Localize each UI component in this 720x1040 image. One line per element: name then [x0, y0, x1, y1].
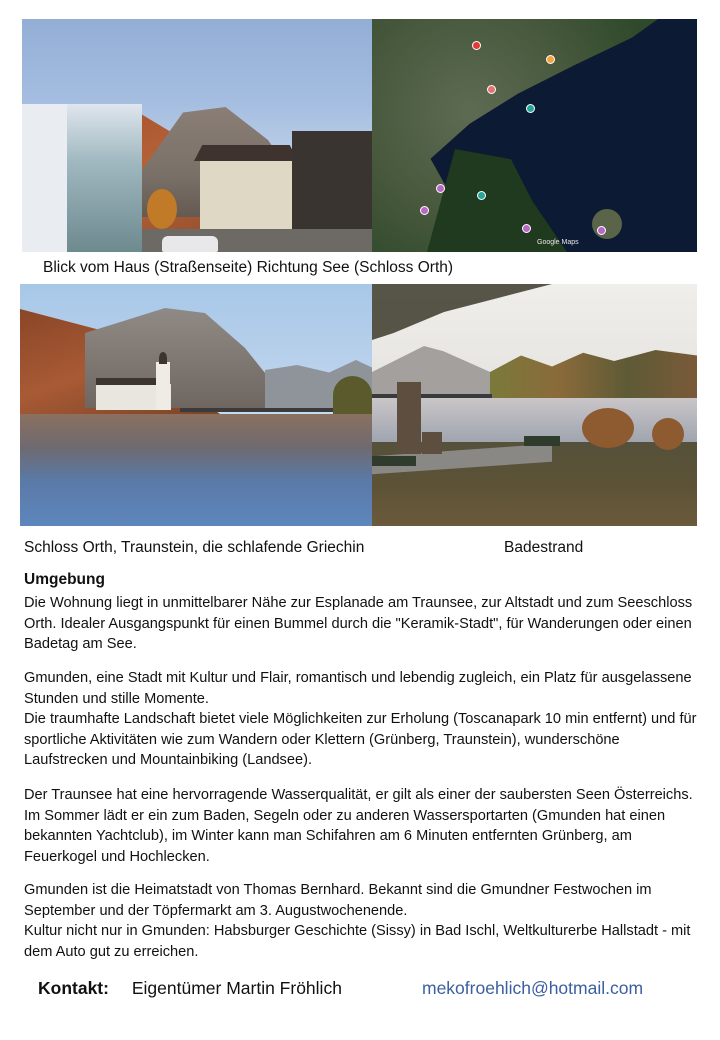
- paragraph-text: Die traumhafte Landschaft bietet viele Möglichkeiten zur Erholung (Toscanapark 10 min entfernt) und für sportliche Aktivitäten wie zum Wandern oder Klettern (Grünberg, Traunstein), wunderschöne Laufstrecken und Mountainbiking (Landsee).: [24, 711, 697, 768]
- paragraph: [24, 593, 704, 655]
- wooden-post: [397, 382, 421, 454]
- paragraph-text: Die Wohnung liegt in unmittelbarer Nähe zur Esplanade am Traunsee, zur Altstadt und zum Seeschloss Orth. Idealer Ausgangspunkt für einen Bummel durch die "Keramik-Stadt", für Wanderungen oder einen Badetag am See.: [24, 595, 693, 652]
- map-pin-icon: [597, 226, 606, 235]
- map-forest: [427, 149, 567, 252]
- paragraph-text: Kultur nicht nur in Gmunden: Habsburger Geschichte (Sissy) in Bad Ischl, Weltkulturerbe Hallstadt - mit dem Auto gut zu erreichen.: [24, 923, 691, 960]
- wooden-post: [422, 432, 442, 454]
- caption-schloss-orth: Schloss Orth, Traunstein, die schlafende Griechin: [24, 539, 365, 556]
- modern-building: [22, 104, 142, 252]
- map-pin-icon: [420, 206, 429, 215]
- map-pin-icon: [526, 104, 535, 113]
- map-pin-icon: [436, 184, 445, 193]
- photo-schloss-orth: [20, 284, 372, 526]
- map-pin-icon: [522, 224, 531, 233]
- trees: [333, 376, 372, 414]
- contact-line: [38, 977, 342, 999]
- photo-satellite-map: [372, 19, 697, 252]
- bush: [652, 418, 684, 450]
- autumn-trees: [490, 350, 697, 405]
- map-island: [592, 209, 622, 239]
- paragraph-text: Der Traunsee hat eine hervorragende Wasserqualität, er gilt als einer der saubersten Seen Österreichs. Im Sommer lädt er ein zum Baden, Segeln oder zu anderen Wassersportarten (Gmunden hat einen bekannten Yachtclub), im Winter kann man Schifahren am 6 Minuten entfernten Grünberg, am Feuerkogel und Hochlecken.: [24, 787, 693, 865]
- map-pin-icon: [487, 85, 496, 94]
- contact-label: Kontakt:: [38, 978, 109, 998]
- autumn-tree: [147, 189, 177, 229]
- bench: [372, 456, 416, 466]
- wooden-bridge: [180, 408, 345, 412]
- caption-badestrand: Badestrand: [504, 539, 584, 556]
- map-pin-icon: [546, 55, 555, 64]
- map-pin-icon: [477, 191, 486, 200]
- paragraph: [24, 668, 704, 771]
- google-maps-label: Google Maps: [537, 239, 579, 246]
- bench: [524, 436, 560, 446]
- paragraph-text: Gmunden ist die Heimatstadt von Thomas Bernhard. Bekannt sind die Gmundner Festwochen im September und der Töpfermarkt am 3. Augustwochenende.: [24, 882, 652, 919]
- photo-badestrand: [372, 284, 697, 526]
- paragraph-text: Gmunden, eine Stadt mit Kultur und Flair, romantisch und lebendig zugleich, ein Platz für ausgelassene Stunden und stille Momente.: [24, 670, 692, 707]
- section-heading: Umgebung: [24, 571, 105, 588]
- lake-water: [20, 414, 372, 526]
- paragraph: [24, 785, 704, 867]
- contact-email-link[interactable]: mekofroehlich@hotmail.com: [422, 978, 644, 998]
- mountain: [372, 346, 502, 398]
- house: [200, 159, 292, 229]
- bush: [582, 408, 634, 448]
- photo-street-view: [22, 19, 372, 252]
- castle-tower: [156, 362, 170, 410]
- paragraph: [24, 880, 704, 962]
- caption-street-view: Blick vom Haus (Straßenseite) Richtung See (Schloss Orth): [43, 259, 454, 276]
- map-pin-icon: [472, 41, 481, 50]
- car: [162, 236, 218, 252]
- pine-branches: [372, 284, 552, 354]
- contact-name: Eigentümer Martin Fröhlich: [131, 978, 342, 998]
